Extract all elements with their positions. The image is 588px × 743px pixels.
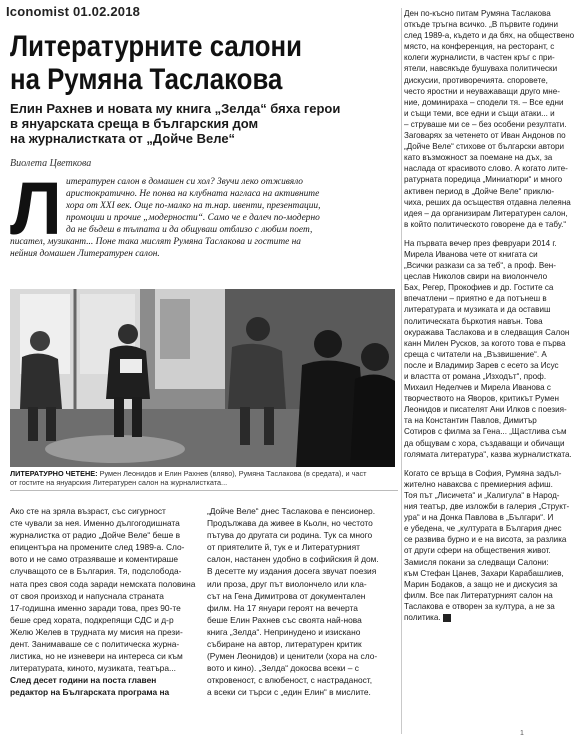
- text-line: книга „Зелда“. Непринудено и изискано: [207, 626, 361, 637]
- text-line: ратурната поредица „Миниатюри“ и много: [404, 175, 563, 185]
- body-column-3: [404, 8, 582, 623]
- text-line: е убедена, че „културата в България днес: [404, 524, 562, 534]
- text-line: В десетте му издания досега звучат поезия: [207, 566, 377, 577]
- text-line: Михаил Неделчев и Мирела Иванова с: [404, 383, 551, 393]
- caption-line-1: [10, 469, 398, 478]
- text-line: Бах, Регер, Прокофиев и др. Гостите са: [404, 283, 554, 293]
- text-line: вото и не само отразяваше и коментираше: [10, 554, 179, 565]
- headline-line-2: на Румяна Таслакова: [10, 63, 283, 96]
- text-line: филм. Все пак Литературният салон на: [404, 590, 553, 600]
- text-line: Мирела Иванова чете от книгата си: [404, 249, 538, 259]
- text-line: като възможност за поемане на дъх, за: [404, 153, 553, 163]
- headline: [10, 30, 341, 96]
- text-line: (Румен Леонидов) и ценители (хора на сло-: [207, 651, 378, 662]
- text-line: да общувам с хора, създаващи и обичащи: [404, 438, 565, 448]
- text-line: „Дойче Веле“ стихове от български автори: [404, 142, 565, 152]
- caption-text: Румен Леонидов и Елин Рахнев (вляво), Румяна Таслакова (в средата), и част: [97, 469, 367, 478]
- text-line: пътува до другата си родина. Тук са много: [207, 530, 373, 541]
- subtitle-line-2: в януарската среща в българския дом: [10, 116, 259, 131]
- text-line: След десет години на поста главен: [10, 675, 157, 686]
- text-line: дент. Занимаваше се с политическа журна-: [10, 639, 180, 650]
- text-line: сте чували за нея. Именно дългогодишната: [10, 518, 180, 529]
- caption-divider: [10, 490, 398, 491]
- final-line-text: политика.: [404, 612, 441, 622]
- text-line: откровеност, с влюбеност, с настраданост,: [207, 675, 373, 686]
- text-line: вото и кино). „Зелда“ докосва всеки – с: [207, 663, 359, 674]
- lead-line: да не бъдеш в тълпата и да общуваш отблизо с любим поет,: [66, 225, 313, 235]
- text-line: Ако сте на зряла възраст, със сигурност: [10, 506, 166, 516]
- text-line: [404, 612, 582, 623]
- lead-paragraph: [10, 167, 398, 283]
- text-line: Леонидов и писателят Ани Илков с поезия-: [404, 405, 567, 415]
- subtitle: [10, 101, 400, 146]
- text-line: канн Милен Русков, за когото това е първа: [404, 338, 566, 348]
- text-line: голямата литература“, казва журналистката.: [404, 449, 572, 459]
- text-line: листика, но не изневери на интереса си към: [10, 651, 183, 662]
- text-line: Ден по-късно питам Румяна Таслакова: [404, 9, 551, 18]
- text-line: жително наваксва с премиерния афиш.: [404, 479, 553, 489]
- text-line: дискусии, противоречията. споровете,: [404, 75, 548, 85]
- lead-line: хора от XXI век. Още по-малко на т.нар. ивенти, презентации,: [66, 201, 321, 211]
- text-line: сът на Гена Димитрова от документален: [207, 590, 366, 601]
- text-line: от своя произход и напуснала страната: [10, 590, 164, 601]
- end-of-article-icon: [443, 614, 451, 622]
- text-line: цеслав Николов свири на виолончело: [404, 272, 548, 282]
- text-line: ние, доминираха – сподели тя. – Все едни: [404, 97, 564, 107]
- text-line: среща с читатели на „Възвишение“. А: [404, 349, 547, 359]
- text-line: и същи теми, все едни и същи атаки... и: [404, 108, 555, 118]
- text-line: литературата и музиката и да оставиш: [404, 305, 551, 315]
- text-line: често яростни и неуважаващи друго мне-: [404, 86, 560, 96]
- text-line: събиране на автор, литературен критик: [207, 639, 362, 650]
- text-line: 17-годишна именно заради това, през 90-те: [10, 602, 181, 613]
- text-line: – струваше ми се – без особени резултати.: [404, 119, 567, 129]
- lead-line: писател, музикант... Поне така мислят Румяна Таслакова и гостите на: [10, 237, 301, 247]
- text-line: салон, настанен удобно в софийския й дом.: [207, 554, 379, 565]
- text-line: творчеството на Яворов, критикът Румен: [404, 394, 559, 404]
- text-line: а всеки си търси с „един Елин“ в мислите.: [207, 687, 371, 698]
- text-line: Тоя път „Лисичета“ и „Калигула“ в Народ-: [404, 490, 560, 500]
- text-line: наслада от красивото слово. А когато лите-: [404, 164, 568, 174]
- lead-line: итературен салон в домашен си хол? Звучи леко отживяло: [66, 177, 303, 187]
- text-line: активен период в „Дойче Веле“ приклю-: [404, 186, 555, 196]
- paragraph-gap: [404, 460, 582, 468]
- text-line: откъде тръгна всичко. „В първите години: [404, 20, 558, 30]
- text-line: беше Елин Рахнев със своята най-нова: [207, 614, 362, 625]
- lead-line: промоции и прочие „модерности“. Само че е далеч по-модерно: [66, 213, 320, 223]
- salon-photo-image: [10, 289, 395, 467]
- text-line: от други сфери на обществения живот.: [404, 546, 551, 556]
- headline-line-1: Литературните салони: [10, 30, 302, 63]
- subtitle-line-1: Елин Рахнев и новата му книга „Зелда“ бяха герои: [10, 101, 341, 116]
- text-line: Таслакова е отворен за култура, а не за: [404, 601, 555, 611]
- lead-text: [10, 176, 398, 260]
- text-line: Замисля покани за следващи Салони:: [404, 557, 549, 567]
- page-number: 1: [520, 730, 524, 737]
- text-line: място, на конференция, на ресторант, с: [404, 42, 555, 52]
- drop-cap: Л: [10, 167, 62, 250]
- photo-caption: [10, 469, 398, 487]
- text-line: епицентъра на промените след 1989-а. Сло-: [10, 542, 185, 553]
- text-line: Сотиров с филма за Гена... „Щастлива съм: [404, 427, 567, 437]
- text-line: идея – да организирам Литературен салон,: [404, 208, 568, 218]
- text-line: „Всички разкази са за теб“, а проф. Вен-: [404, 261, 556, 271]
- text-line: се развива бурно и е на висота, за разлика: [404, 535, 567, 545]
- text-line: ната през своя сода заради немската половина: [10, 578, 196, 589]
- text-line: окуражава Таслакова и в следващия Салон: [404, 327, 570, 337]
- caption-line-2: от гостите на януарския Литературен салон на журналистката...: [10, 478, 228, 487]
- text-line: след 1989-а, където и да бях, на обществено: [404, 31, 575, 41]
- masthead: Icono​mist 01.02.2018: [6, 4, 141, 19]
- text-line: после и Владимир Зарев с есето за Исус: [404, 360, 559, 370]
- text-line: чиха, реших да осъществя отдавна лелеяна: [404, 197, 571, 207]
- text-line: та на Константин Павлов, Димитър: [404, 416, 537, 426]
- text-line: ятели, навсякъде бушуваха политически: [404, 64, 558, 74]
- text-line: „Дойче Веле“ днес Таслакова е пенсионер.: [207, 506, 376, 516]
- text-line: Когато се връща в София, Румяна задъл-: [404, 468, 562, 478]
- caption-label: ЛИТЕРАТУРНО ЧЕТЕНЕ:: [10, 469, 98, 478]
- lead-line: аристократично. Не понва на клубната нагласа на активните: [66, 189, 320, 199]
- text-line: ура“ и на Донка Павлова в „Българи“. И: [404, 513, 554, 523]
- paragraph-gap: [404, 230, 582, 238]
- subtitle-line-3: на журналистката от „Дойче Веле“: [10, 131, 236, 146]
- text-line: или проза, друг път виолончело или кла-: [207, 578, 367, 589]
- text-line: от приятелите й, тук е и Литературният: [207, 542, 360, 553]
- text-line: в който политическото говорене да е табу.“: [404, 219, 567, 229]
- author-byline: Виолета Цветкова: [10, 158, 92, 169]
- text-line: беше сред хората, подкрепящи СДС и д-р: [10, 614, 174, 625]
- text-line: и властта от романа „Изходът“, проф.: [404, 372, 547, 381]
- column-divider: [401, 8, 402, 734]
- text-line: Желю Желев в трудната му мисия на прези-: [10, 626, 183, 637]
- text-line: На първата вечер през февруари 2014 г.: [404, 238, 557, 248]
- text-line: Марин Бодаков, а защо не и дискусия за: [404, 579, 558, 589]
- text-line: към Стефан Цанев, Захари Карабашлиев,: [404, 568, 564, 578]
- text-line: случващото се в България. Тя, подслобода-: [10, 566, 182, 577]
- text-line: Заговарях за четенето от Иван Андонов по: [404, 131, 566, 141]
- text-line: политическата бъркотия навън. Това: [404, 316, 543, 326]
- salon-photo: [10, 289, 395, 467]
- text-line: колеги журналисти, в частен кръг с при-: [404, 53, 555, 63]
- text-line: филм. На 17 януари героят на вечерта: [207, 602, 358, 613]
- text-line: редактор на Българската програма на: [10, 687, 170, 698]
- text-line: журналистка от радио „Дойче Веле“ беше в: [10, 530, 181, 541]
- text-line: впечатлени – приятно е да потънеш в: [404, 294, 547, 304]
- body-column-1: [10, 505, 200, 699]
- text-line: ния театър, две изложби в галерия „Структ-: [404, 502, 570, 512]
- body-column-2: [207, 505, 397, 699]
- lead-line: нейния домашен Литературен салон.: [10, 249, 160, 259]
- text-line: Продължава да живее в Кьолн, но честото: [207, 518, 373, 529]
- text-line: литературата, киното, музиката, театъра...: [10, 663, 176, 674]
